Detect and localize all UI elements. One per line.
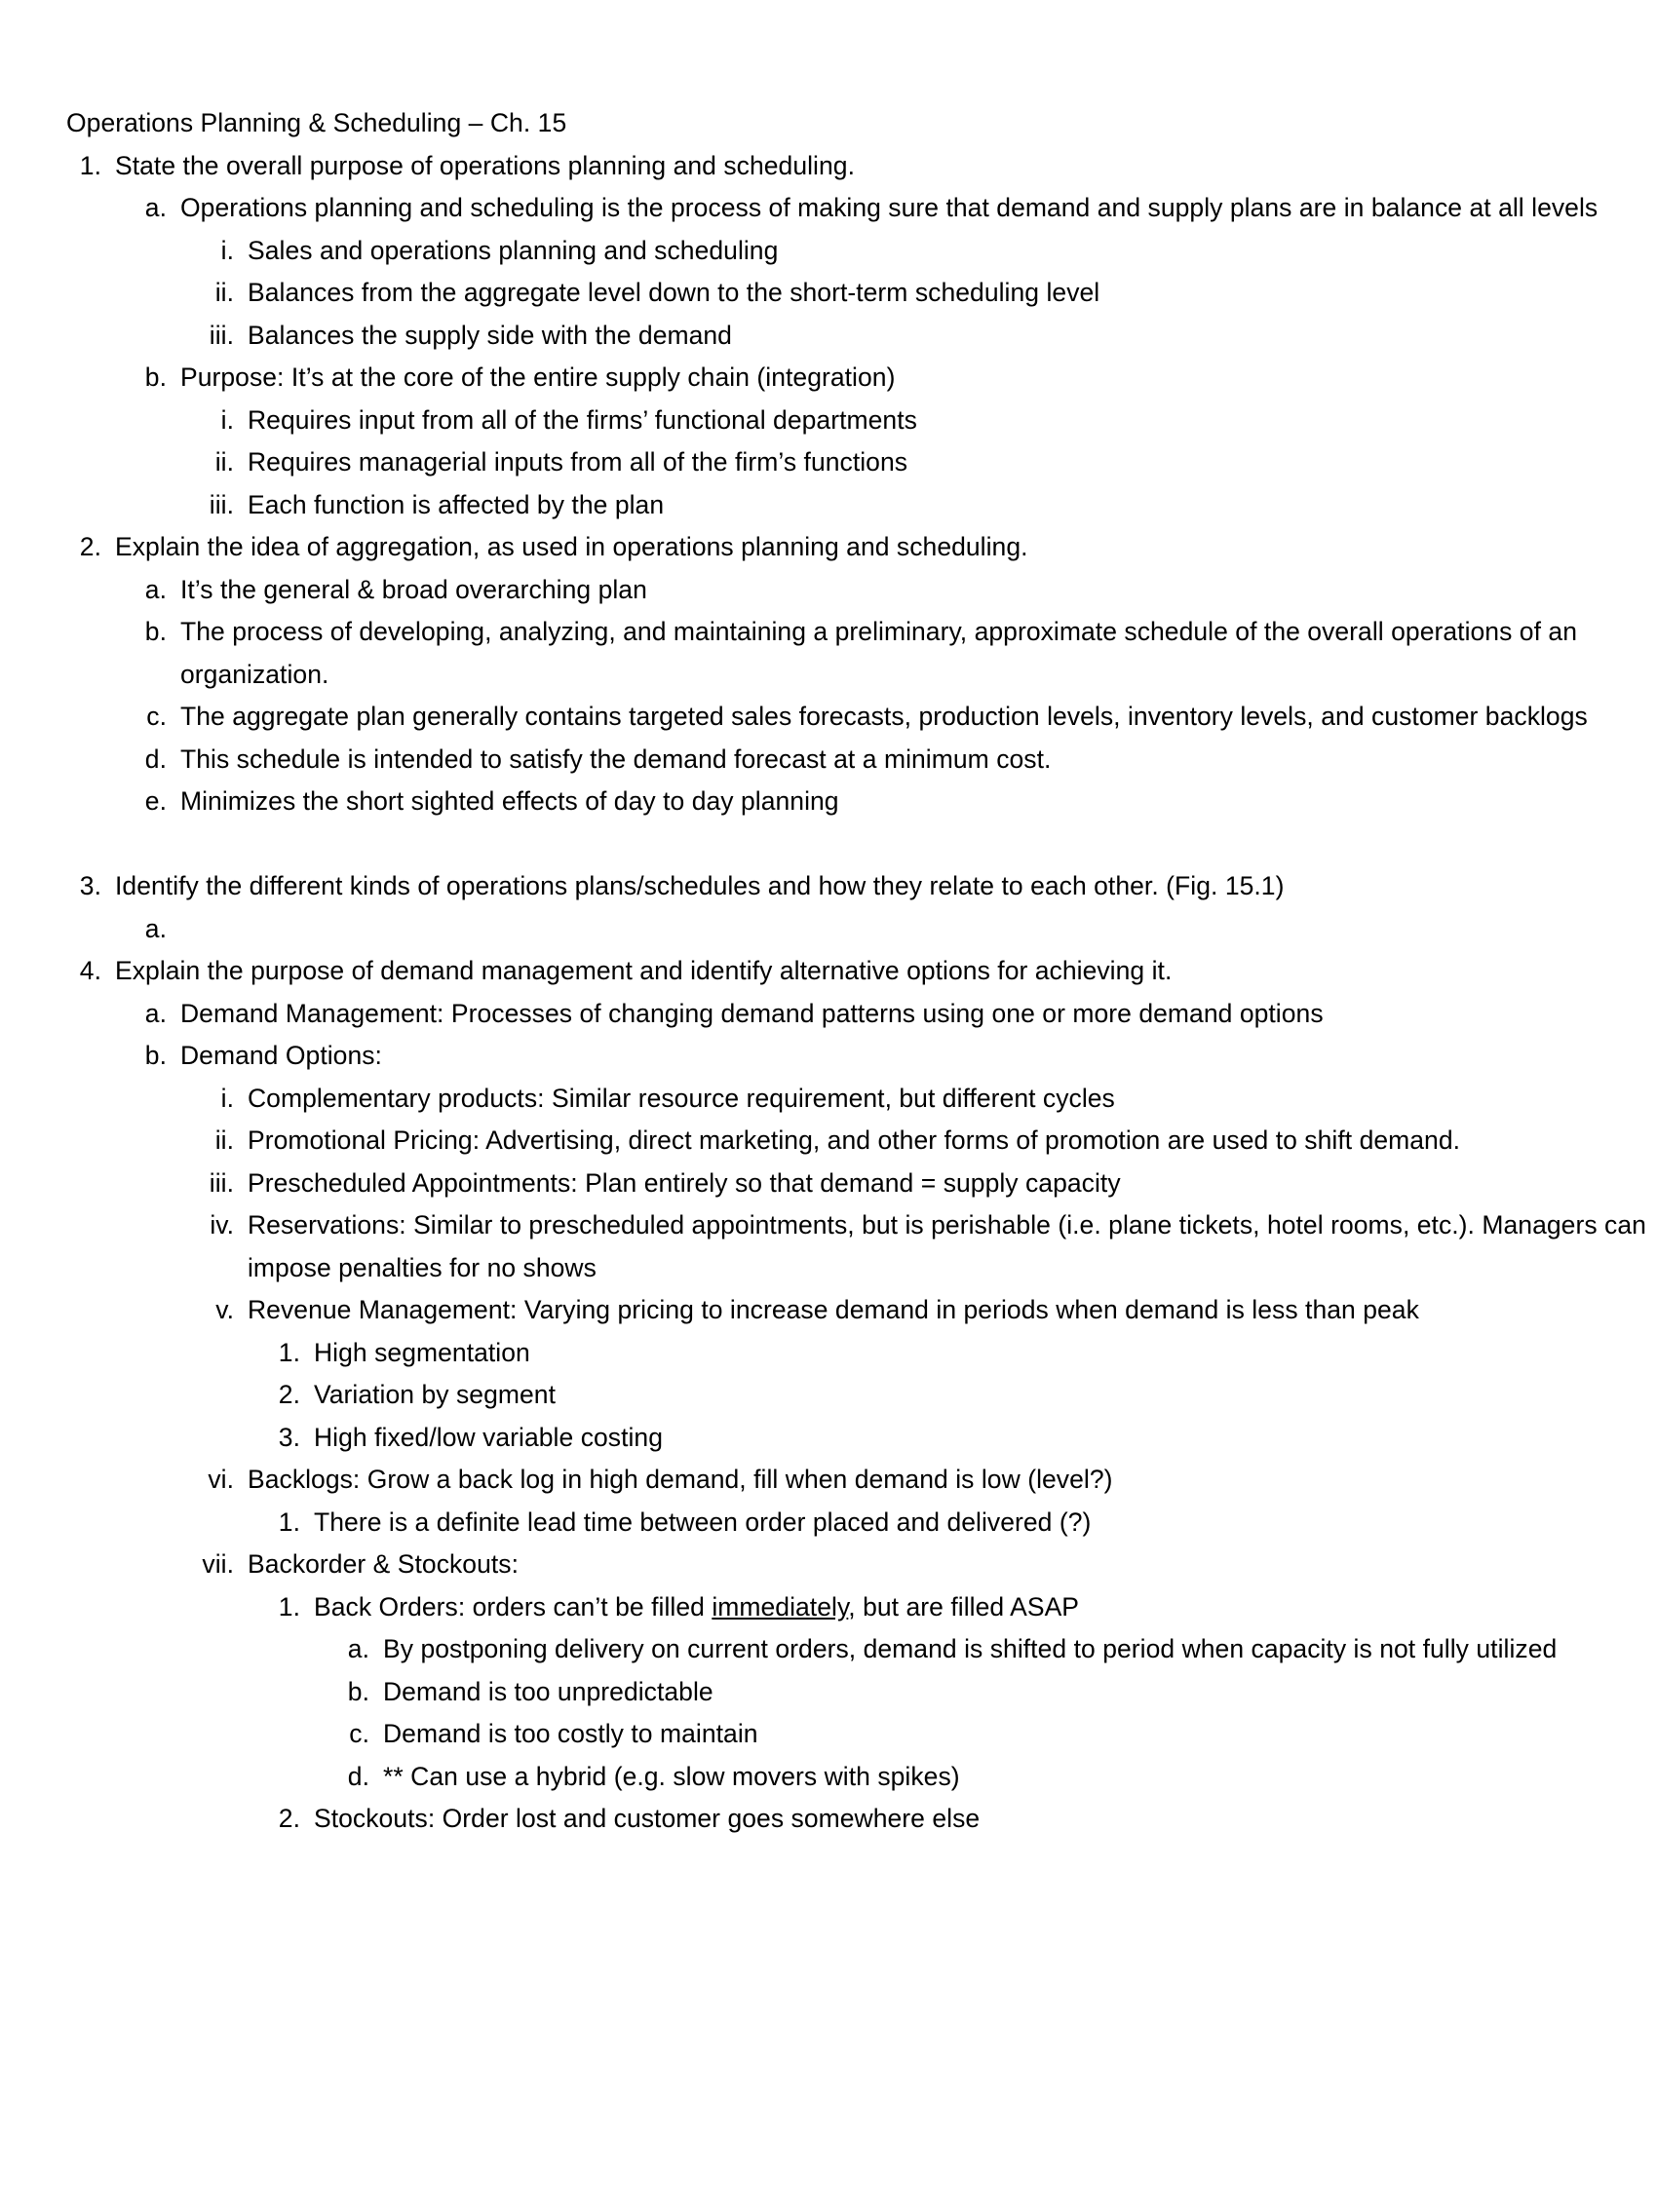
outline-item bbox=[66, 1459, 1657, 1502]
outline-item bbox=[66, 696, 1635, 739]
outline-item bbox=[66, 1417, 1657, 1460]
outline-text: This schedule is intended to satisfy the demand forecast at a minimum cost. bbox=[180, 744, 1052, 774]
outline-marker: iii. bbox=[209, 489, 234, 519]
outline-item bbox=[66, 526, 1569, 569]
outline-marker: iii. bbox=[209, 320, 234, 350]
outline-item bbox=[66, 1628, 1657, 1671]
outline-item bbox=[66, 1798, 1657, 1841]
outline-item bbox=[66, 187, 1635, 230]
outline-text: Promotional Pricing: Advertising, direct marketing, and other forms of promotion are used to shift demand. bbox=[248, 1125, 1461, 1155]
outline-marker: a. bbox=[144, 913, 167, 943]
outline-item bbox=[66, 1544, 1657, 1586]
outline-text: Stockouts: Order lost and customer goes somewhere else bbox=[314, 1804, 981, 1833]
outline-item bbox=[66, 1035, 1635, 1078]
outline-text: Balances from the aggregate level down to the short-term scheduling level bbox=[248, 278, 1100, 307]
outline-text: Backlogs: Grow a back log in high demand, fill when demand is low (level?) bbox=[248, 1465, 1113, 1494]
outline-text: ** Can use a hybrid (e.g. slow movers with spikes) bbox=[383, 1761, 960, 1791]
outline-text: Identify the different kinds of operations plans/schedules and how they relate to each other. (Fig. 15.1) bbox=[115, 871, 1285, 900]
outline-item bbox=[66, 865, 1569, 908]
outline-marker: i. bbox=[220, 235, 234, 265]
outline-text: Sales and operations planning and scheduling bbox=[248, 235, 779, 265]
outline-text: Revenue Management: Varying pricing to increase demand in periods when demand is less than peak bbox=[248, 1295, 1419, 1324]
outline-marker: iii. bbox=[209, 1167, 234, 1198]
document-title-row bbox=[66, 102, 1569, 145]
document-body bbox=[66, 102, 1646, 1841]
outline-text: Requires managerial inputs from all of the firm’s functions bbox=[248, 447, 908, 477]
outline-item bbox=[66, 1289, 1657, 1332]
outline-marker: i. bbox=[220, 1083, 234, 1113]
outline-marker: vii. bbox=[202, 1549, 234, 1579]
outline-item bbox=[66, 400, 1657, 442]
outline-marker: 3. bbox=[79, 871, 101, 900]
outline-item bbox=[66, 272, 1657, 315]
page-title: Operations Planning & Scheduling – Ch. 15 bbox=[66, 108, 567, 137]
outline-item bbox=[66, 1163, 1657, 1205]
underlined-emphasis: immediately bbox=[712, 1591, 849, 1621]
outline-item bbox=[66, 315, 1657, 358]
outline-blank-line bbox=[66, 823, 1569, 866]
outline-marker: ii. bbox=[214, 278, 234, 307]
outline-text: Demand Options: bbox=[180, 1041, 382, 1070]
outline-list bbox=[66, 145, 1646, 1841]
outline-text: State the overall purpose of operations planning and scheduling. bbox=[115, 150, 855, 180]
outline-marker: vi. bbox=[208, 1465, 234, 1494]
outline-item bbox=[66, 993, 1635, 1036]
outline-text: Operations planning and scheduling is the process of making sure that demand and supply plans are in balance at all levels bbox=[180, 193, 1599, 222]
outline-marker: ii. bbox=[214, 1125, 234, 1155]
outline-marker: b. bbox=[347, 1676, 369, 1706]
outline-text: It’s the general & broad overarching plan bbox=[180, 574, 647, 604]
outline-item bbox=[66, 1078, 1657, 1121]
outline-text: By postponing delivery on current orders, demand is shifted to period when capacity is not fully utilized bbox=[383, 1634, 1558, 1663]
outline-marker: v. bbox=[215, 1295, 234, 1324]
outline-text: Minimizes the short sighted effects of day to day planning bbox=[180, 786, 839, 816]
outline-item bbox=[66, 1374, 1657, 1417]
outline-text: High fixed/low variable costing bbox=[314, 1422, 664, 1452]
outline-item bbox=[66, 781, 1635, 823]
outline-marker: 2. bbox=[79, 532, 101, 561]
outline-item bbox=[66, 1756, 1657, 1799]
outline-text: Reservations: Similar to prescheduled appointments, but is perishable (i.e. plane tickets, hotel rooms, etc.). Managers can impose penalties for no shows bbox=[248, 1210, 1646, 1282]
outline-item bbox=[66, 611, 1635, 696]
outline-text: Demand Management: Processes of changing demand patterns using one or more demand options bbox=[180, 998, 1324, 1028]
outline-marker: d. bbox=[347, 1761, 369, 1791]
outline-item bbox=[66, 1586, 1657, 1629]
outline-marker: d. bbox=[144, 744, 167, 774]
outline-item bbox=[66, 230, 1657, 273]
outline-marker: b. bbox=[144, 362, 167, 392]
outline-text: Variation by segment bbox=[314, 1380, 556, 1409]
outline-text: The aggregate plan generally contains targeted sales forecasts, production levels, inventory levels, and customer backlogs bbox=[180, 702, 1588, 731]
outline-marker: b. bbox=[144, 1041, 167, 1070]
outline-marker: 2. bbox=[278, 1380, 300, 1409]
outline-marker: a. bbox=[144, 193, 167, 222]
outline-text-after: , but are filled ASAP bbox=[848, 1591, 1080, 1621]
outline-marker: 4. bbox=[79, 956, 101, 985]
outline-marker: 2. bbox=[278, 1804, 300, 1833]
outline-marker: e. bbox=[144, 786, 167, 816]
outline-item bbox=[66, 484, 1657, 527]
outline-text: Backorder & Stockouts: bbox=[248, 1549, 520, 1579]
outline-item bbox=[66, 1502, 1657, 1545]
outline-item bbox=[66, 569, 1635, 612]
outline-item bbox=[66, 1332, 1657, 1375]
outline-text: Balances the supply side with the demand bbox=[248, 320, 732, 350]
outline-marker: ii. bbox=[214, 447, 234, 477]
outline-marker: c. bbox=[146, 702, 167, 731]
outline-text: Demand is too unpredictable bbox=[383, 1676, 713, 1706]
outline-item bbox=[66, 1713, 1657, 1756]
outline-item bbox=[66, 145, 1569, 188]
outline-text: Requires input from all of the firms’ functional departments bbox=[248, 404, 917, 435]
outline-item bbox=[66, 908, 1635, 951]
outline-text: Demand is too costly to maintain bbox=[383, 1719, 758, 1748]
outline-marker: a. bbox=[144, 574, 167, 604]
outline-marker: c. bbox=[349, 1719, 369, 1748]
outline-marker: 1. bbox=[79, 150, 101, 180]
outline-text-before: Back Orders: orders can’t be filled bbox=[314, 1591, 713, 1621]
outline-marker: i. bbox=[220, 404, 234, 435]
outline-marker: iv. bbox=[210, 1210, 234, 1239]
outline-text: Purpose: It’s at the core of the entire supply chain (integration) bbox=[180, 362, 896, 392]
outline-marker: 3. bbox=[278, 1422, 300, 1452]
outline-marker: b. bbox=[144, 617, 167, 646]
outline-text: Complementary products: Similar resource requirement, but different cycles bbox=[248, 1083, 1115, 1113]
outline-item bbox=[66, 441, 1657, 484]
outline-item bbox=[66, 357, 1635, 400]
outline-text: Explain the purpose of demand management and identify alternative options for achieving it. bbox=[115, 956, 1173, 985]
outline-text bbox=[314, 1586, 1657, 1629]
outline-item bbox=[66, 1120, 1657, 1163]
outline-text: Each function is affected by the plan bbox=[248, 489, 665, 519]
outline-text: Explain the idea of aggregation, as used in operations planning and scheduling. bbox=[115, 532, 1028, 561]
outline-marker: 1. bbox=[278, 1337, 300, 1367]
outline-marker: 1. bbox=[278, 1591, 300, 1621]
outline-marker: a. bbox=[347, 1634, 369, 1663]
outline-marker: 1. bbox=[278, 1506, 300, 1537]
outline-item bbox=[66, 739, 1635, 782]
outline-text: Prescheduled Appointments: Plan entirely so that demand = supply capacity bbox=[248, 1167, 1121, 1198]
outline-text: High segmentation bbox=[314, 1337, 530, 1367]
outline-item bbox=[66, 1204, 1657, 1289]
outline-item bbox=[66, 1671, 1657, 1714]
outline-marker: a. bbox=[144, 998, 167, 1028]
outline-text: There is a definite lead time between order placed and delivered (?) bbox=[314, 1506, 1092, 1537]
outline-text: The process of developing, analyzing, and maintaining a preliminary, approximate schedule of the overall operations of an organization. bbox=[180, 617, 1577, 689]
outline-item bbox=[66, 950, 1569, 993]
